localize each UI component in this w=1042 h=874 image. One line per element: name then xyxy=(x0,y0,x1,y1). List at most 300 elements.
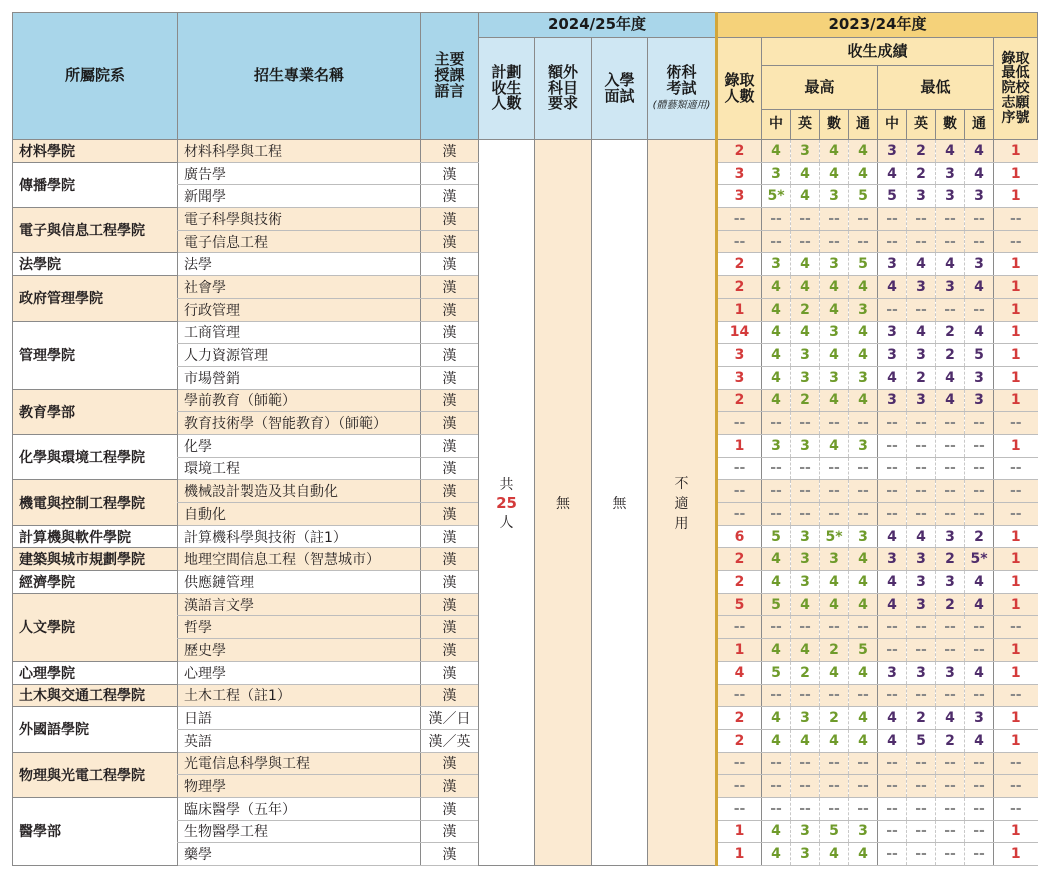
highest-score-cell: 4 xyxy=(820,843,849,866)
lang-cell: 漢 xyxy=(421,208,479,231)
highest-score-cell: 4 xyxy=(791,639,820,662)
lowest-score-cell: -- xyxy=(907,616,936,639)
program-cell: 法學 xyxy=(178,253,421,276)
highest-score-cell: -- xyxy=(791,684,820,707)
lowest-score-cell: 4 xyxy=(878,162,907,185)
lang-cell: 漢 xyxy=(421,843,479,866)
lowest-score-cell: -- xyxy=(878,480,907,503)
highest-score-cell: -- xyxy=(820,797,849,820)
highest-score-cell: 4 xyxy=(791,593,820,616)
highest-score-cell: -- xyxy=(762,616,791,639)
lang-cell: 漢 xyxy=(421,752,479,775)
table-row xyxy=(13,140,1038,163)
seq-cell: -- xyxy=(994,480,1038,503)
lowest-score-cell: -- xyxy=(936,775,965,798)
lowest-score-cell: -- xyxy=(878,820,907,843)
lowest-score-cell: -- xyxy=(878,434,907,457)
lowest-score-cell: -- xyxy=(878,684,907,707)
dept-cell: 土木與交通工程學院 xyxy=(13,684,178,707)
lowest-score-cell: 2 xyxy=(936,729,965,752)
header-admitted: 錄取 人數 xyxy=(717,38,762,140)
seq-cell: 1 xyxy=(994,661,1038,684)
lowest-score-cell: 2 xyxy=(936,548,965,571)
lowest-score-cell: -- xyxy=(907,820,936,843)
highest-score-cell: -- xyxy=(791,457,820,480)
highest-score-cell: -- xyxy=(791,230,820,253)
admission-table xyxy=(12,12,1038,866)
seq-cell: -- xyxy=(994,503,1038,526)
header-subject: 中 xyxy=(878,110,907,140)
lowest-score-cell: -- xyxy=(936,457,965,480)
lang-cell: 漢 xyxy=(421,775,479,798)
admitted-cell: -- xyxy=(717,775,762,798)
highest-score-cell: -- xyxy=(849,480,878,503)
highest-score-cell: 3 xyxy=(849,366,878,389)
lowest-score-cell: 3 xyxy=(936,571,965,594)
admitted-cell: 14 xyxy=(717,321,762,344)
seq-cell: 1 xyxy=(994,140,1038,163)
seq-cell: -- xyxy=(994,457,1038,480)
lang-cell: 漢 xyxy=(421,797,479,820)
highest-score-cell: 4 xyxy=(849,140,878,163)
highest-score-cell: 3 xyxy=(791,366,820,389)
highest-score-cell: 4 xyxy=(762,298,791,321)
highest-score-cell: 4 xyxy=(820,729,849,752)
program-cell: 自動化 xyxy=(178,503,421,526)
extra-subject-cell: 無 xyxy=(535,140,592,866)
highest-score-cell: 3 xyxy=(849,820,878,843)
lang-cell: 漢 xyxy=(421,412,479,435)
highest-score-cell: -- xyxy=(820,457,849,480)
highest-score-cell: -- xyxy=(762,208,791,231)
lang-cell: 漢 xyxy=(421,571,479,594)
dept-cell: 醫學部 xyxy=(13,797,178,865)
admitted-cell: 1 xyxy=(717,820,762,843)
header-dept: 所屬院系 xyxy=(13,13,178,140)
highest-score-cell: 4 xyxy=(820,298,849,321)
highest-score-cell: 3 xyxy=(791,525,820,548)
admitted-cell: 1 xyxy=(717,639,762,662)
highest-score-cell: -- xyxy=(791,797,820,820)
program-cell: 心理學 xyxy=(178,661,421,684)
lowest-score-cell: -- xyxy=(907,752,936,775)
highest-score-cell: 4 xyxy=(820,593,849,616)
highest-score-cell: 4 xyxy=(849,707,878,730)
highest-score-cell: 4 xyxy=(791,276,820,299)
lang-cell: 漢 xyxy=(421,616,479,639)
lang-cell: 漢 xyxy=(421,298,479,321)
seq-cell: 1 xyxy=(994,571,1038,594)
highest-score-cell: 3 xyxy=(820,185,849,208)
lowest-score-cell: -- xyxy=(936,434,965,457)
program-cell: 藥學 xyxy=(178,843,421,866)
lowest-score-cell: -- xyxy=(907,457,936,480)
highest-score-cell: 5 xyxy=(849,253,878,276)
seq-cell: 1 xyxy=(994,434,1038,457)
seq-cell: 1 xyxy=(994,162,1038,185)
lowest-score-cell: -- xyxy=(965,503,994,526)
highest-score-cell: 4 xyxy=(762,389,791,412)
highest-score-cell: -- xyxy=(762,684,791,707)
lowest-score-cell: -- xyxy=(936,820,965,843)
header-subject: 通 xyxy=(965,110,994,140)
lang-cell: 漢 xyxy=(421,548,479,571)
admitted-cell: 2 xyxy=(717,389,762,412)
lowest-score-cell: -- xyxy=(965,434,994,457)
program-cell: 電子科學與技術 xyxy=(178,208,421,231)
seq-cell: 1 xyxy=(994,639,1038,662)
lowest-score-cell: -- xyxy=(878,412,907,435)
program-cell: 市場營銷 xyxy=(178,366,421,389)
admitted-cell: 2 xyxy=(717,140,762,163)
lowest-score-cell: 4 xyxy=(936,366,965,389)
lowest-score-cell: -- xyxy=(936,230,965,253)
lowest-score-cell: 3 xyxy=(878,344,907,367)
lowest-score-cell: -- xyxy=(936,412,965,435)
highest-score-cell: 4 xyxy=(820,344,849,367)
lowest-score-cell: -- xyxy=(965,797,994,820)
lowest-score-cell: -- xyxy=(878,503,907,526)
highest-score-cell: 4 xyxy=(762,820,791,843)
program-cell: 地理空間信息工程（智慧城市） xyxy=(178,548,421,571)
highest-score-cell: 4 xyxy=(791,162,820,185)
header-highest: 最高 xyxy=(762,66,878,110)
table-header xyxy=(13,13,1038,140)
highest-score-cell: 5 xyxy=(762,525,791,548)
lowest-score-cell: 4 xyxy=(965,729,994,752)
dept-cell: 計算機與軟件學院 xyxy=(13,525,178,548)
header-results: 收生成績 xyxy=(762,38,994,66)
program-cell: 英語 xyxy=(178,729,421,752)
header-art: 術科 考試 (體藝類適用) xyxy=(648,38,717,140)
highest-score-cell: 4 xyxy=(820,140,849,163)
admitted-cell: -- xyxy=(717,503,762,526)
lowest-score-cell: -- xyxy=(965,775,994,798)
highest-score-cell: -- xyxy=(849,208,878,231)
lowest-score-cell: -- xyxy=(936,480,965,503)
lowest-score-cell: -- xyxy=(965,480,994,503)
highest-score-cell: 4 xyxy=(762,843,791,866)
lowest-score-cell: -- xyxy=(965,820,994,843)
lowest-score-cell: 3 xyxy=(878,548,907,571)
program-cell: 漢語言文學 xyxy=(178,593,421,616)
seq-cell: -- xyxy=(994,775,1038,798)
dept-cell: 化學與環境工程學院 xyxy=(13,434,178,479)
lowest-score-cell: 4 xyxy=(878,729,907,752)
seq-cell: 1 xyxy=(994,389,1038,412)
highest-score-cell: 4 xyxy=(849,593,878,616)
highest-score-cell: 4 xyxy=(849,571,878,594)
admitted-cell: 4 xyxy=(717,661,762,684)
dept-cell: 管理學院 xyxy=(13,321,178,389)
lang-cell: 漢 xyxy=(421,593,479,616)
highest-score-cell: 2 xyxy=(791,661,820,684)
lowest-score-cell: 2 xyxy=(907,140,936,163)
highest-score-cell: -- xyxy=(849,503,878,526)
lowest-score-cell: -- xyxy=(907,797,936,820)
lowest-score-cell: 4 xyxy=(878,707,907,730)
seq-cell: -- xyxy=(994,684,1038,707)
header-subject: 數 xyxy=(936,110,965,140)
lowest-score-cell: 4 xyxy=(965,571,994,594)
lowest-score-cell: -- xyxy=(907,503,936,526)
highest-score-cell: 4 xyxy=(762,321,791,344)
lowest-score-cell: -- xyxy=(878,775,907,798)
highest-score-cell: -- xyxy=(820,684,849,707)
highest-score-cell: -- xyxy=(762,775,791,798)
highest-score-cell: -- xyxy=(791,616,820,639)
lowest-score-cell: 3 xyxy=(936,525,965,548)
lowest-score-cell: -- xyxy=(907,480,936,503)
highest-score-cell: -- xyxy=(791,412,820,435)
highest-score-cell: 4 xyxy=(762,276,791,299)
lowest-score-cell: -- xyxy=(907,639,936,662)
dept-cell: 物理與光電工程學院 xyxy=(13,752,178,797)
program-cell: 廣告學 xyxy=(178,162,421,185)
highest-score-cell: 3 xyxy=(762,162,791,185)
quota-suffix: 人 xyxy=(499,514,514,531)
admitted-cell: 6 xyxy=(717,525,762,548)
dept-cell: 教育學部 xyxy=(13,389,178,434)
program-cell: 生物醫學工程 xyxy=(178,820,421,843)
quota-cell xyxy=(479,140,535,866)
dept-cell: 材料學院 xyxy=(13,140,178,163)
lowest-score-cell: -- xyxy=(936,797,965,820)
highest-score-cell: 4 xyxy=(762,140,791,163)
lowest-score-cell: 3 xyxy=(907,344,936,367)
lang-cell: 漢 xyxy=(421,162,479,185)
highest-score-cell: 4 xyxy=(849,321,878,344)
seq-cell: 1 xyxy=(994,276,1038,299)
admitted-cell: -- xyxy=(717,412,762,435)
lang-cell: 漢 xyxy=(421,639,479,662)
lowest-score-cell: -- xyxy=(965,208,994,231)
highest-score-cell: 4 xyxy=(849,162,878,185)
lang-cell: 漢 xyxy=(421,525,479,548)
lowest-score-cell: 3 xyxy=(907,593,936,616)
program-cell: 材料科學與工程 xyxy=(178,140,421,163)
highest-score-cell: -- xyxy=(762,503,791,526)
highest-score-cell: -- xyxy=(849,616,878,639)
lowest-score-cell: -- xyxy=(907,843,936,866)
highest-score-cell: -- xyxy=(820,775,849,798)
lang-cell: 漢／日 xyxy=(421,707,479,730)
lowest-score-cell: -- xyxy=(965,843,994,866)
header-year-2425: 2024/25年度 xyxy=(479,13,717,38)
lowest-score-cell: 3 xyxy=(878,661,907,684)
lowest-score-cell: -- xyxy=(878,208,907,231)
lowest-score-cell: -- xyxy=(907,298,936,321)
seq-cell: -- xyxy=(994,208,1038,231)
highest-score-cell: -- xyxy=(762,797,791,820)
highest-score-cell: -- xyxy=(762,457,791,480)
program-cell: 教育技術學（智能教育）（師範） xyxy=(178,412,421,435)
seq-cell: 1 xyxy=(994,548,1038,571)
lowest-score-cell: 5* xyxy=(965,548,994,571)
dept-cell: 傳播學院 xyxy=(13,162,178,207)
header-art-note: (體藝類適用) xyxy=(652,100,711,112)
highest-score-cell: 3 xyxy=(791,571,820,594)
lowest-score-cell: -- xyxy=(907,412,936,435)
lowest-score-cell: -- xyxy=(907,684,936,707)
lowest-score-cell: 4 xyxy=(907,321,936,344)
highest-score-cell: 4 xyxy=(762,548,791,571)
highest-score-cell: -- xyxy=(820,503,849,526)
program-cell: 光電信息科學與工程 xyxy=(178,752,421,775)
highest-score-cell: 3 xyxy=(849,525,878,548)
admitted-cell: 2 xyxy=(717,548,762,571)
highest-score-cell: 4 xyxy=(849,276,878,299)
highest-score-cell: -- xyxy=(791,775,820,798)
highest-score-cell: 3 xyxy=(820,321,849,344)
lowest-score-cell: -- xyxy=(878,298,907,321)
dept-cell: 政府管理學院 xyxy=(13,276,178,321)
lowest-score-cell: -- xyxy=(936,843,965,866)
lang-cell: 漢 xyxy=(421,820,479,843)
seq-cell: 1 xyxy=(994,366,1038,389)
program-cell: 學前教育（師範） xyxy=(178,389,421,412)
lowest-score-cell: 4 xyxy=(907,525,936,548)
highest-score-cell: 3 xyxy=(791,344,820,367)
lowest-score-cell: -- xyxy=(965,684,994,707)
lang-cell: 漢 xyxy=(421,684,479,707)
lang-cell: 漢 xyxy=(421,389,479,412)
highest-score-cell: 4 xyxy=(791,185,820,208)
highest-score-cell: 4 xyxy=(820,571,849,594)
program-cell: 新聞學 xyxy=(178,185,421,208)
lowest-score-cell: 4 xyxy=(878,366,907,389)
lowest-score-cell: 3 xyxy=(936,661,965,684)
header-subject: 數 xyxy=(820,110,849,140)
program-cell: 計算機科學與技術（註1） xyxy=(178,525,421,548)
lowest-score-cell: 3 xyxy=(965,707,994,730)
highest-score-cell: 4 xyxy=(849,389,878,412)
header-lang: 主要 授課 語言 xyxy=(421,13,479,140)
program-cell: 化學 xyxy=(178,434,421,457)
header-year-2324: 2023/24年度 xyxy=(717,13,1038,38)
highest-score-cell: -- xyxy=(791,752,820,775)
highest-score-cell: 3 xyxy=(762,434,791,457)
lowest-score-cell: 3 xyxy=(878,321,907,344)
highest-score-cell: 3 xyxy=(849,434,878,457)
admitted-cell: 3 xyxy=(717,185,762,208)
lowest-score-cell: 2 xyxy=(936,321,965,344)
program-cell: 環境工程 xyxy=(178,457,421,480)
highest-score-cell: 3 xyxy=(791,707,820,730)
highest-score-cell: -- xyxy=(791,480,820,503)
lowest-score-cell: 3 xyxy=(965,253,994,276)
lowest-score-cell: -- xyxy=(907,208,936,231)
admitted-cell: 3 xyxy=(717,162,762,185)
admitted-cell: -- xyxy=(717,797,762,820)
lowest-score-cell: -- xyxy=(936,616,965,639)
lowest-score-cell: 3 xyxy=(965,366,994,389)
seq-cell: 1 xyxy=(994,729,1038,752)
admitted-cell: 2 xyxy=(717,253,762,276)
admission-table-wrapper xyxy=(12,12,1038,866)
lang-cell: 漢 xyxy=(421,457,479,480)
dept-cell: 外國語學院 xyxy=(13,707,178,752)
lowest-score-cell: 3 xyxy=(907,389,936,412)
highest-score-cell: -- xyxy=(820,208,849,231)
highest-score-cell: -- xyxy=(820,480,849,503)
lowest-score-cell: -- xyxy=(965,752,994,775)
highest-score-cell: -- xyxy=(849,230,878,253)
lang-cell: 漢 xyxy=(421,140,479,163)
seq-cell: 1 xyxy=(994,321,1038,344)
lowest-score-cell: -- xyxy=(878,843,907,866)
dept-cell: 人文學院 xyxy=(13,593,178,661)
lowest-score-cell: 4 xyxy=(965,321,994,344)
highest-score-cell: 4 xyxy=(762,707,791,730)
admitted-cell: 2 xyxy=(717,729,762,752)
lowest-score-cell: 3 xyxy=(907,548,936,571)
seq-cell: -- xyxy=(994,412,1038,435)
highest-score-cell: -- xyxy=(820,412,849,435)
admitted-cell: -- xyxy=(717,230,762,253)
lang-cell: 漢 xyxy=(421,276,479,299)
lowest-score-cell: 4 xyxy=(878,571,907,594)
highest-score-cell: 4 xyxy=(849,661,878,684)
highest-score-cell: -- xyxy=(849,684,878,707)
header-subject: 英 xyxy=(791,110,820,140)
lowest-score-cell: 2 xyxy=(907,162,936,185)
admitted-cell: -- xyxy=(717,457,762,480)
lowest-score-cell: 4 xyxy=(936,140,965,163)
highest-score-cell: -- xyxy=(762,412,791,435)
highest-score-cell: 5* xyxy=(762,185,791,208)
lowest-score-cell: -- xyxy=(878,616,907,639)
lowest-score-cell: -- xyxy=(878,639,907,662)
lowest-score-cell: 4 xyxy=(878,593,907,616)
dept-cell: 經濟學院 xyxy=(13,571,178,594)
highest-score-cell: -- xyxy=(762,752,791,775)
lowest-score-cell: 2 xyxy=(907,707,936,730)
highest-score-cell: -- xyxy=(791,208,820,231)
lowest-score-cell: -- xyxy=(907,434,936,457)
seq-cell: 1 xyxy=(994,820,1038,843)
dept-cell: 建築與城市規劃學院 xyxy=(13,548,178,571)
program-cell: 臨床醫學（五年） xyxy=(178,797,421,820)
highest-score-cell: 4 xyxy=(820,162,849,185)
lang-cell: 漢 xyxy=(421,503,479,526)
art-exam-cell: 不 適 用 xyxy=(648,140,717,866)
lowest-score-cell: 4 xyxy=(907,253,936,276)
program-cell: 社會學 xyxy=(178,276,421,299)
highest-score-cell: 3 xyxy=(820,253,849,276)
interview-cell: 無 xyxy=(592,140,648,866)
admitted-cell: 3 xyxy=(717,344,762,367)
highest-score-cell: 4 xyxy=(849,729,878,752)
header-quota: 計劃 收生 人數 xyxy=(479,38,535,140)
lowest-score-cell: 2 xyxy=(965,525,994,548)
seq-cell: -- xyxy=(994,616,1038,639)
lowest-score-cell: -- xyxy=(878,752,907,775)
highest-score-cell: 3 xyxy=(849,298,878,321)
lowest-score-cell: 3 xyxy=(878,140,907,163)
lang-cell: 漢 xyxy=(421,344,479,367)
highest-score-cell: 4 xyxy=(762,366,791,389)
lowest-score-cell: 3 xyxy=(965,185,994,208)
lowest-score-cell: 4 xyxy=(878,276,907,299)
lang-cell: 漢 xyxy=(421,366,479,389)
seq-cell: 1 xyxy=(994,344,1038,367)
highest-score-cell: 5* xyxy=(820,525,849,548)
admitted-cell: -- xyxy=(717,480,762,503)
admitted-cell: 5 xyxy=(717,593,762,616)
highest-score-cell: 3 xyxy=(762,253,791,276)
lowest-score-cell: -- xyxy=(878,797,907,820)
